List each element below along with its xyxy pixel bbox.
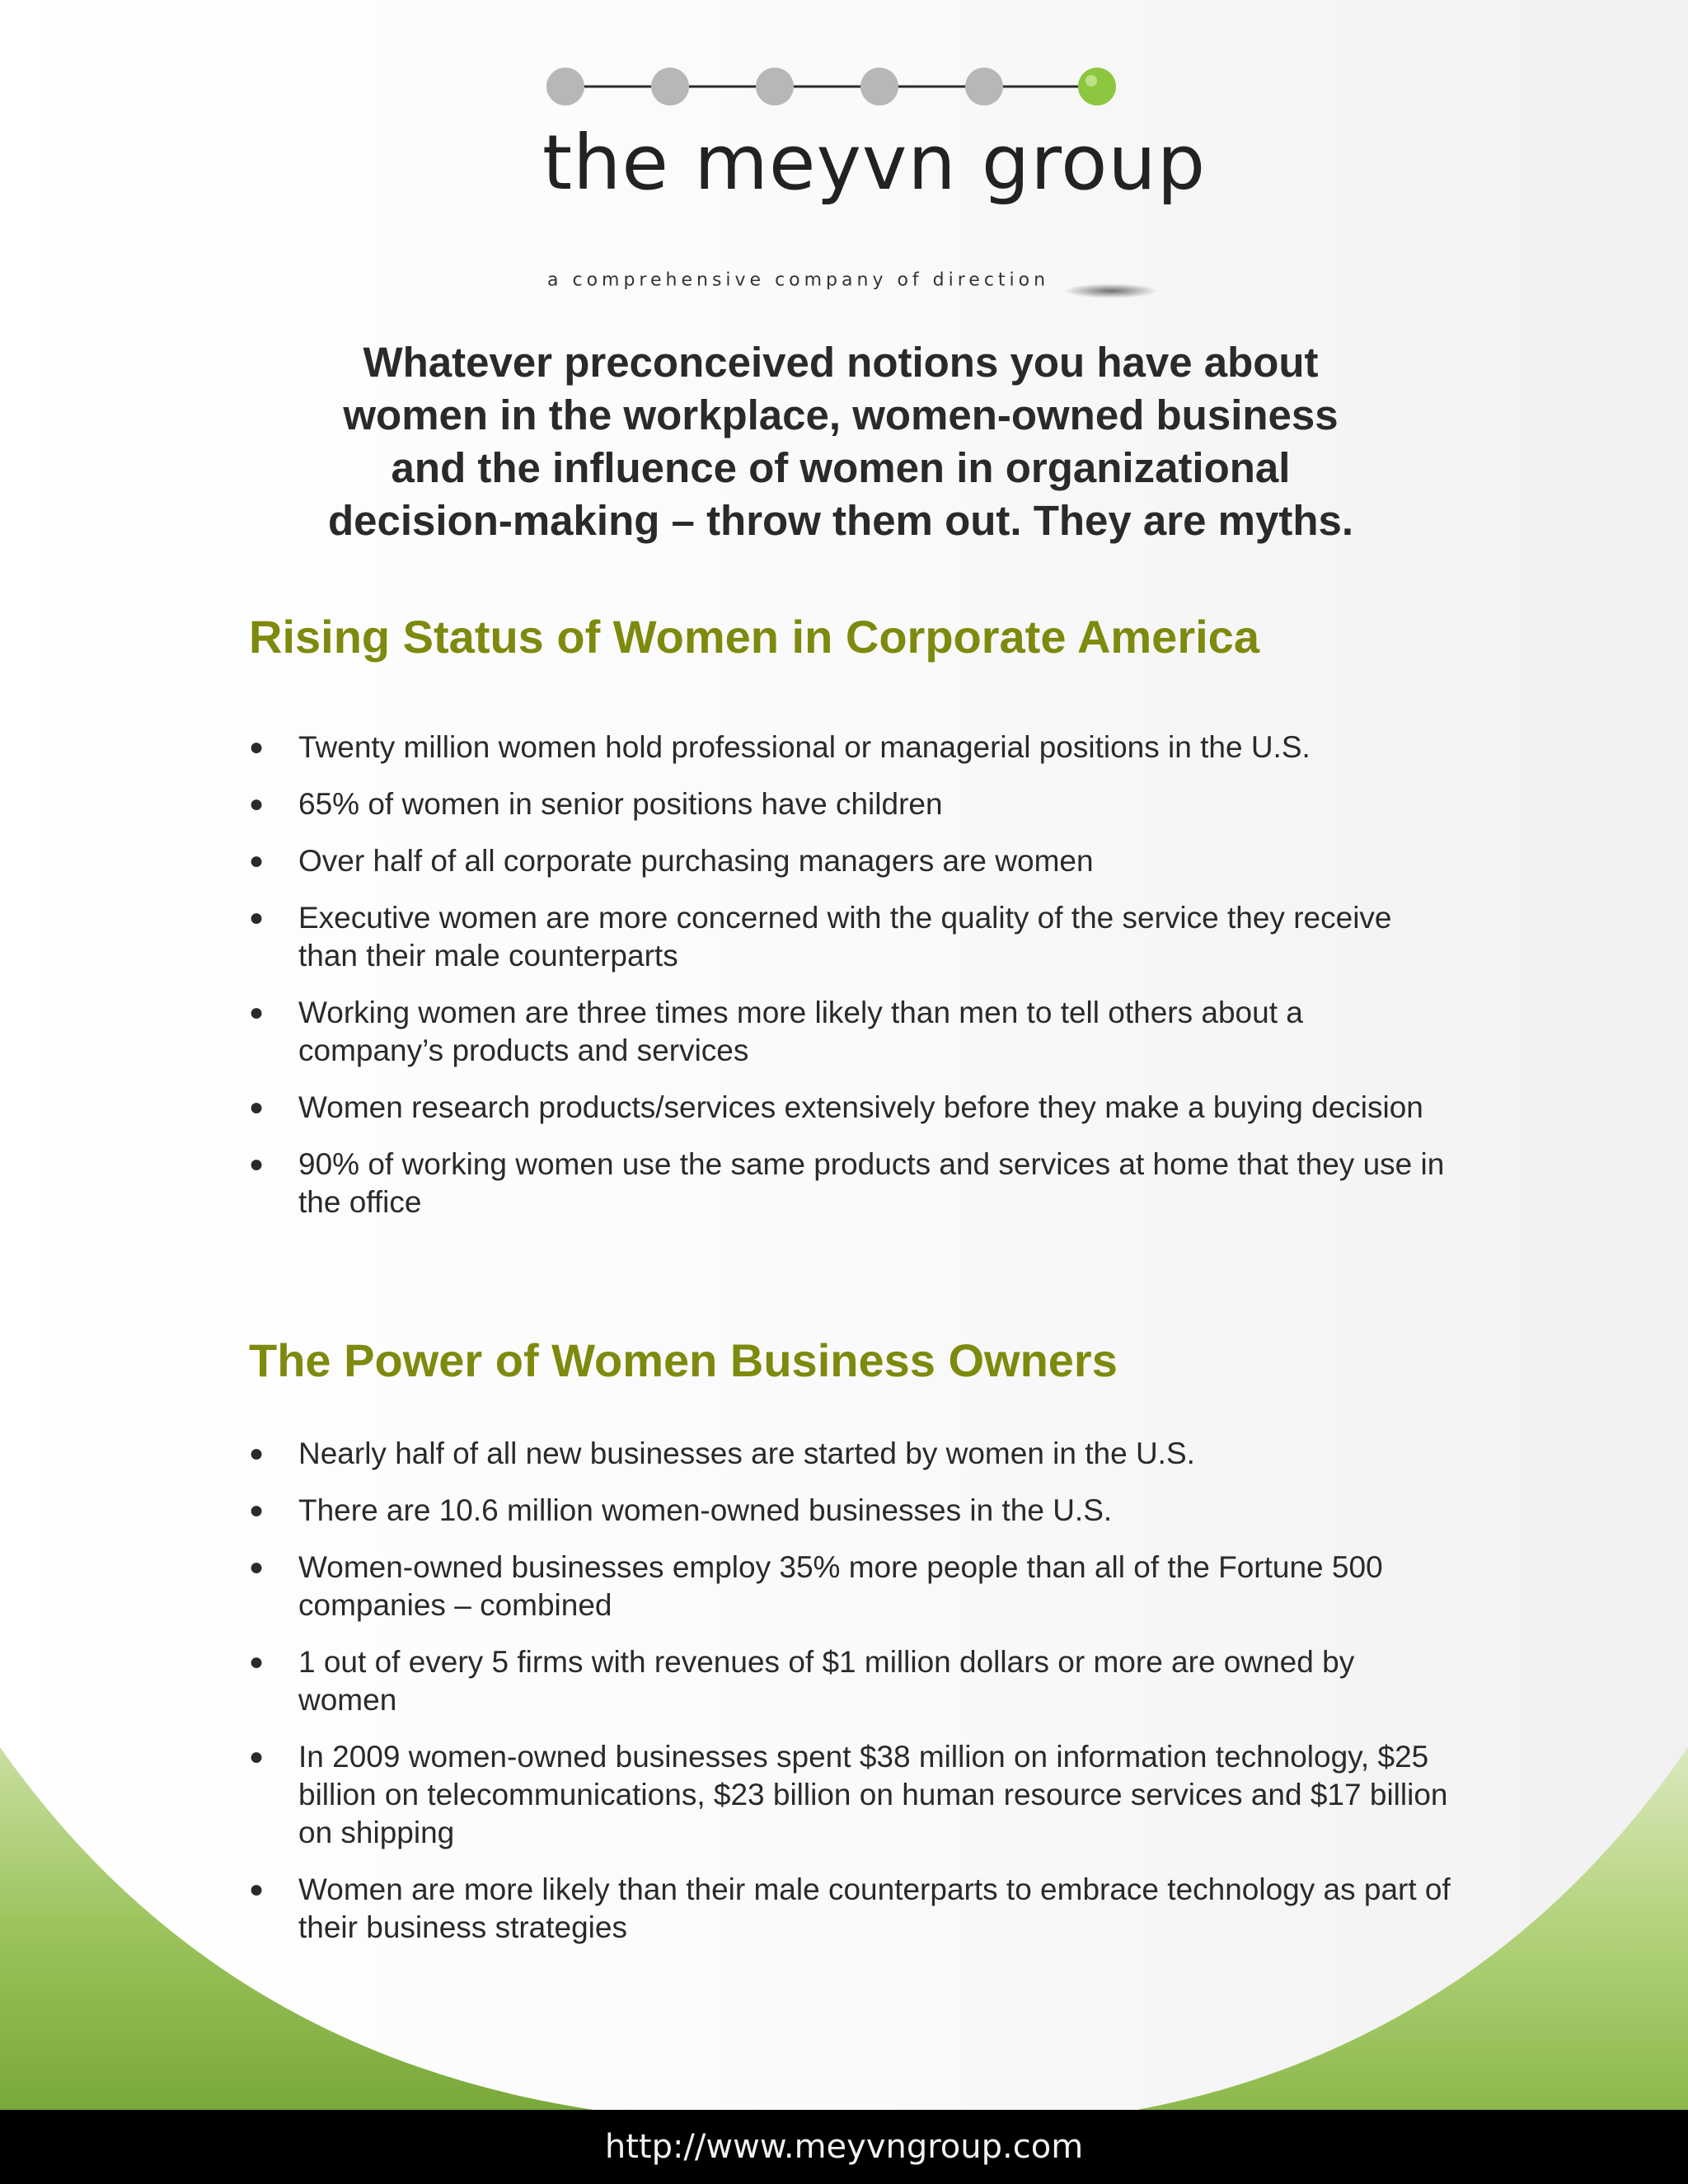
list-item-text: Over half of all corporate purchasing managers are women: [298, 844, 1094, 878]
footer-bar: [0, 2110, 1688, 2184]
headline-line: and the influence of women in organizational: [391, 444, 1291, 491]
list-item-text: In 2009 women-owned businesses spent $38 million on information technology, $25 billion on telecommunications, $23 billion on human resource services and $17 billion on shipping: [298, 1740, 1448, 1849]
section-title-corporate-america: Rising Status of Women in Corporate America: [249, 611, 1259, 663]
list-item: [249, 729, 1452, 766]
list-item: [249, 1643, 1452, 1719]
bullet-icon: ●: [249, 1743, 265, 1770]
bullet-icon: ●: [249, 1554, 265, 1581]
bullet-icon: ●: [249, 1497, 265, 1524]
list-item-text: There are 10.6 million women-owned businesses in the U.S.: [298, 1493, 1113, 1527]
bullet-icon: ●: [249, 904, 265, 931]
list-item: [249, 1089, 1452, 1127]
headline: [206, 336, 1475, 547]
headline-line: women in the workplace, women-owned business: [343, 391, 1339, 438]
list-item-text: Working women are three times more likely than men to tell others about a company’s products and services: [298, 996, 1303, 1067]
bullet-icon: ●: [249, 999, 265, 1026]
list-item: [249, 1549, 1452, 1624]
company-logo: [536, 58, 1207, 291]
list-item: [249, 842, 1452, 880]
list-item-text: Nearly half of all new businesses are started by women in the U.S.: [298, 1436, 1195, 1470]
list-item: [249, 994, 1452, 1070]
bullet-icon: ●: [249, 1151, 265, 1178]
list-item: [249, 1871, 1452, 1947]
footer-website-link[interactable]: http://www.meyvngroup.com: [604, 2128, 1084, 2166]
bullet-icon: ●: [249, 790, 265, 818]
headline-line: decision-making – throw them out. They are myths.: [327, 497, 1354, 544]
list-item-text: 1 out of every 5 firms with revenues of $1 million dollars or more are owned by women: [298, 1645, 1355, 1717]
bullet-icon: ●: [249, 847, 265, 874]
list-item-text: Twenty million women hold professional or managerial positions in the U.S.: [298, 730, 1311, 764]
list-item-text: 65% of women in senior positions have children: [298, 787, 943, 821]
list-item: [249, 1492, 1452, 1530]
list-item-text: Women research products/services extensively before they make a buying decision: [298, 1090, 1423, 1124]
logo-wordmark: the meyvn group: [542, 119, 1207, 207]
list-item: [249, 1146, 1452, 1221]
list-item-text: Women-owned businesses employ 35% more people than all of the Fortune 500 companies – combined: [298, 1550, 1383, 1622]
business-owners-list: [249, 1435, 1452, 1966]
bullet-icon: ●: [249, 733, 265, 761]
section-title-business-owners: The Power of Women Business Owners: [249, 1334, 1118, 1386]
corporate-america-list: [249, 729, 1452, 1240]
list-item: [249, 1738, 1452, 1852]
bullet-icon: ●: [249, 1648, 265, 1675]
logo-tagline: a comprehensive company of direction: [547, 269, 1050, 291]
logo-shadow-decoration: [1063, 284, 1159, 298]
bullet-icon: ●: [249, 1876, 265, 1903]
list-item: [249, 899, 1452, 975]
list-item-text: Women are more likely than their male counterparts to embrace technology as part of their business strategies: [298, 1872, 1451, 1944]
list-item: [249, 1435, 1452, 1473]
list-item-text: Executive women are more concerned with the quality of the service they receive than their male counterparts: [298, 901, 1392, 972]
bullet-icon: ●: [249, 1440, 265, 1467]
list-item: [249, 785, 1452, 823]
headline-line: Whatever preconceived notions you have about: [363, 339, 1319, 386]
list-item-text: 90% of working women use the same products and services at home that they use in the office: [298, 1147, 1445, 1219]
bullet-icon: ●: [249, 1094, 265, 1121]
